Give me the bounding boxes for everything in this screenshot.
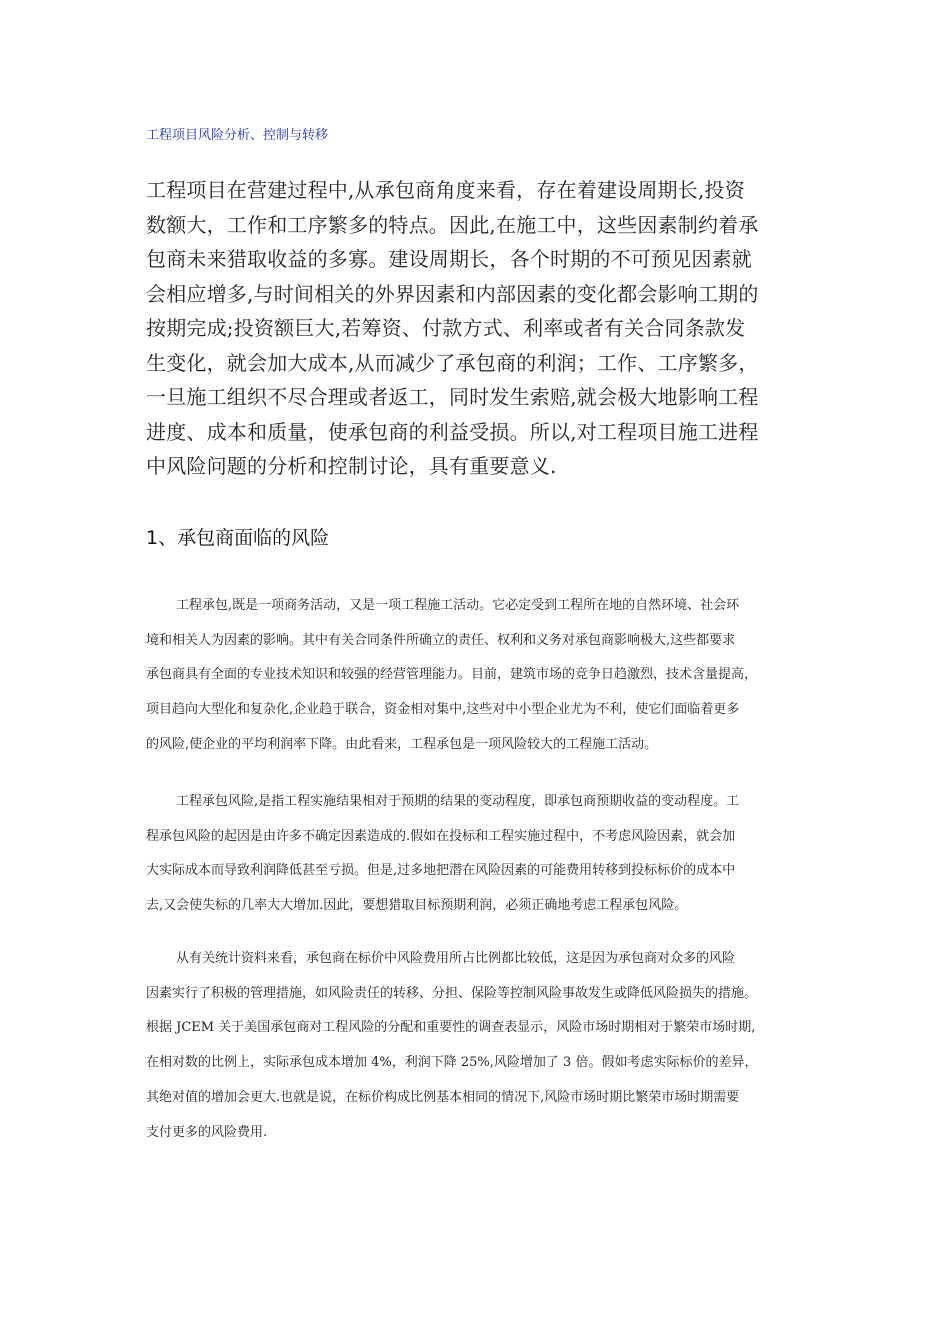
paragraph-line: 去,又会使失标的几率大大增加.因此，要想猎取目标预期利润，必须正确地考虑工程承包风险。 — [146, 898, 688, 914]
paragraph-line: 大实际成本而导致利润降低甚至亏损。但是,过多地把潜在风险因素的可能费用转移到投标标价的成本中 — [146, 863, 736, 879]
paragraph-line: 境和相关人为因素的影响。其中有关合同条件所确立的责任、权利和义务对承包商影响极大,这些都要求 — [146, 632, 736, 648]
intro-line: 进度、成本和质量，使承包商的利益受损。所以,对工程项目施工进程 — [146, 419, 759, 444]
intro-line: 一旦施工组织不尽合理或者返工，同时发生索赔,就会极大地影响工程 — [146, 385, 759, 409]
section-heading: 1、承包商面临的风险 — [146, 527, 330, 549]
paragraph-line: 根据 JCEM 关于美国承包商对工程风险的分配和重要性的调查表显示，风险市场时期相对于繁荣市场时期, — [146, 1020, 756, 1036]
body-paragraph — [146, 785, 816, 924]
paragraph-line: 程承包风险的起因是由许多不确定因素造成的.假如在投标和工程实施过程中，不考虑风险因素，就会加 — [146, 828, 736, 844]
intro-line: 会相应增多,与时间相关的外界因素和内部因素的变化都会影响工期的 — [146, 281, 759, 306]
body-paragraph — [146, 589, 816, 763]
paragraph-line: 因素实行了积极的管理措施，如风险责任的转移、分担、保险等控制风险事故发生或降低风险损失的措施。 — [146, 985, 758, 1001]
intro-line: 中风险问题的分析和控制讨论，具有重要意义. — [146, 454, 557, 478]
paragraph-line: 其绝对值的增加会更大.也就是说，在标价构成比例基本相同的情况下,风险市场时期比繁荣市场时期需要 — [146, 1089, 740, 1105]
intro-paragraph — [146, 173, 806, 484]
paragraph-line: 承包商具有全面的专业技术知识和较强的经营管理能力。目前，建筑市场的竞争日趋激烈，技术含量提高， — [146, 667, 758, 683]
body-paragraph — [146, 942, 816, 1150]
paragraph-line: 的风险,使企业的平均利润率下降。由此看来，工程承包是一项风险较大的工程施工活动。 — [146, 736, 658, 752]
intro-line: 工程项目在营建过程中,从承包商角度来看，存在着建设周期长,投资 — [146, 178, 745, 202]
paragraph-line: 项目趋向大型化和复杂化,企业趋于联合，资金相对集中,这些对中小型企业尤为不利，使它们面临着更多 — [146, 702, 740, 718]
intro-line: 数额大，工作和工序繁多的特点。因此,在施工中，这些因素制约着承 — [146, 212, 759, 237]
paragraph-line: 支付更多的风险费用. — [146, 1124, 268, 1140]
intro-line: 按期完成;投资额巨大,若筹资、付款方式、利率或者有关合同条款发 — [146, 316, 746, 340]
paragraph-line: 工程承包,既是一项商务活动，又是一项工程施工活动。它必定受到工程所在地的自然环境、社会环 — [176, 598, 740, 613]
paragraph-line: 工程承包风险,是指工程实施结果相对于预期的结果的变动程度，即承包商预期收益的变动程度。工 — [176, 794, 740, 809]
paragraph-line: 在相对数的比例上，实际承包成本增加 4%，利润下降 25%,风险增加了 3 倍。假如考虑实际标价的差异， — [146, 1055, 758, 1071]
document-title-link[interactable]: 工程项目风险分析、控制与转移 — [146, 128, 329, 143]
intro-line: 包商未来猎取收益的多寡。建设周期长，各个时期的不可预见因素就 — [146, 247, 752, 271]
paragraph-line: 从有关统计资料来看，承包商在标价中风险费用所占比例都比较低，这是因为承包商对众多的风险 — [176, 951, 736, 966]
intro-line: 生变化，就会加大成本,从而减少了承包商的利润；工作、工序繁多， — [146, 350, 759, 375]
